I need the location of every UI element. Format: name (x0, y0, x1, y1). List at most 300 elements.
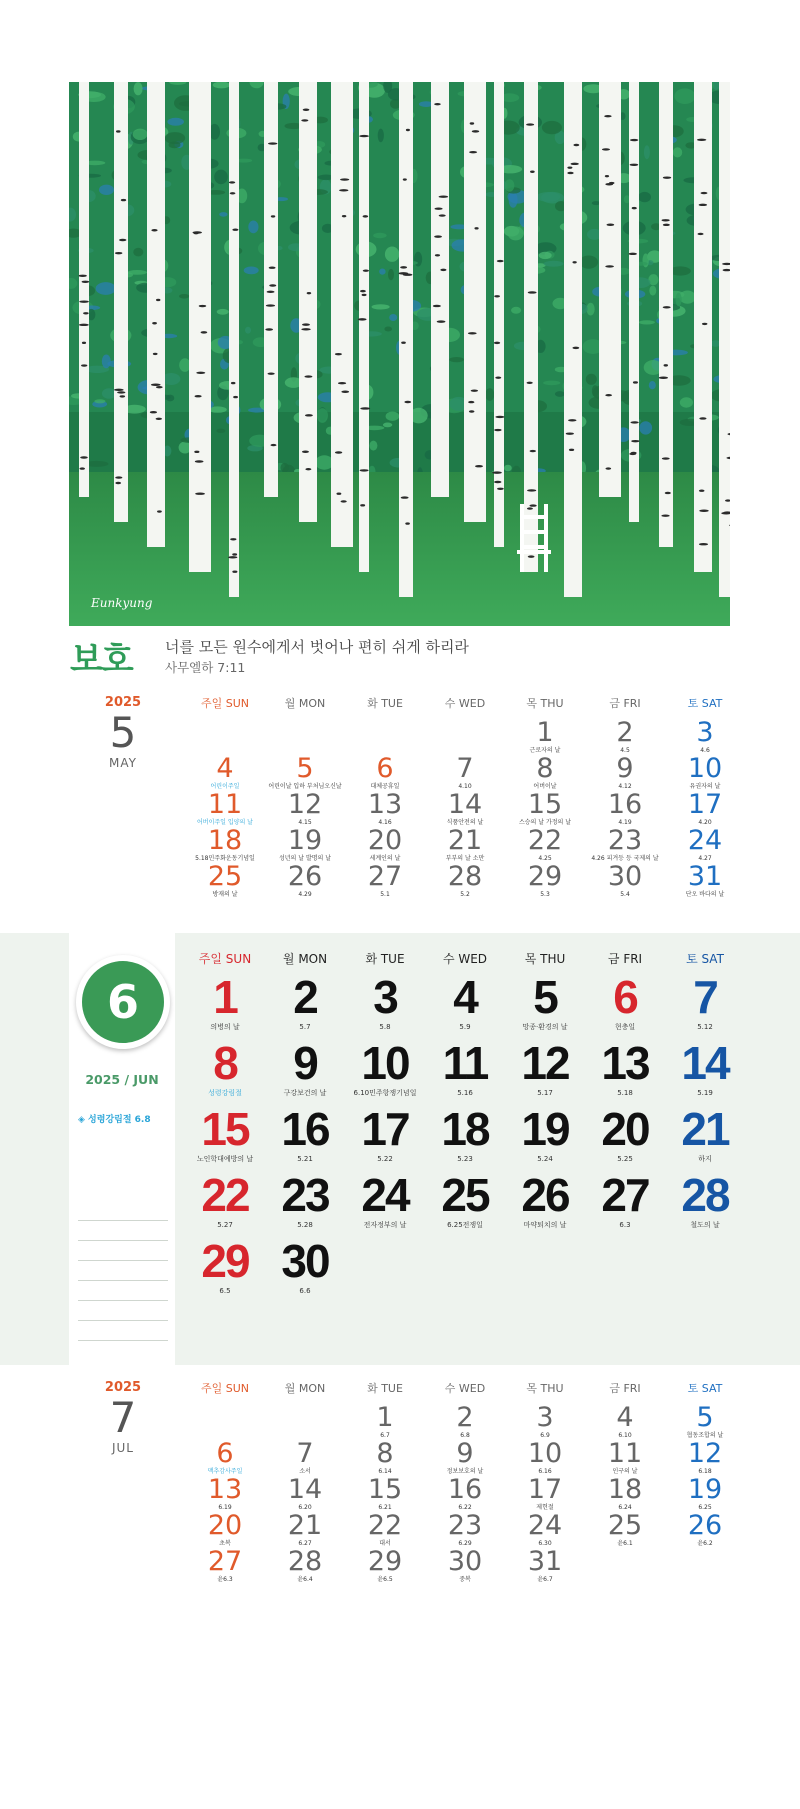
day-number: 8 (213, 1037, 237, 1089)
birch-trunk (399, 82, 413, 597)
day-cell (665, 1170, 745, 1230)
day-note: 5.18 (617, 1089, 633, 1097)
day-number: 22 (527, 825, 563, 856)
day-cell (345, 863, 425, 899)
day-note: 대서 (379, 1540, 391, 1547)
day-number: 2 (293, 971, 317, 1023)
day-number: 8 (536, 753, 554, 784)
birch-trunk (599, 82, 621, 497)
day-number: 4 (616, 1402, 634, 1433)
day-note: 윤6.2 (697, 1540, 713, 1547)
birch-trunk (114, 82, 128, 522)
birch-trunk (79, 82, 89, 497)
day-note: 부부의 날 소만 (445, 855, 485, 862)
day-cell (345, 1170, 425, 1230)
day-cell (265, 1038, 345, 1098)
day-note: 5.4 (620, 891, 630, 898)
memo-line (78, 1240, 168, 1241)
day-number: 13 (601, 1037, 649, 1089)
day-cell (585, 972, 665, 1032)
day-cell (665, 1512, 745, 1548)
day-number: 28 (681, 1169, 729, 1221)
day-number: 13 (207, 1474, 243, 1505)
may-calendar (0, 695, 800, 925)
weekday-label: 화 TUE (365, 952, 405, 966)
day-note: 6.21 (378, 1504, 392, 1511)
birch-trunk (331, 82, 353, 547)
july-header (88, 1380, 158, 1455)
weekday-label: 금 FRI (607, 952, 643, 966)
day-cell (425, 1548, 505, 1584)
day-number: 23 (447, 1510, 483, 1541)
day-cell (265, 1440, 345, 1476)
day-number: 7 (456, 753, 474, 784)
day-note: 스승의 날 가정의 날 (518, 819, 572, 826)
day-number: 19 (521, 1103, 569, 1155)
weekday-label: 주일 SUN (198, 952, 252, 966)
day-number: 29 (367, 1546, 403, 1577)
day-note: 의병의 날 (210, 1023, 240, 1031)
may-year: 2025 (104, 695, 142, 710)
day-cell (265, 972, 345, 1032)
day-note: 5.24 (537, 1155, 553, 1163)
day-cell (185, 1104, 265, 1164)
day-note: 4.12 (618, 783, 632, 790)
memo-line (78, 1280, 168, 1281)
day-number: 18 (607, 1474, 643, 1505)
day-number: 27 (207, 1546, 243, 1577)
day-cell (665, 1476, 745, 1512)
day-cell (425, 827, 505, 863)
day-number: 14 (447, 789, 483, 820)
day-note: 4.29 (298, 891, 312, 898)
july-year: 2025 (104, 1380, 142, 1395)
weekday-label: 수 WED (444, 697, 486, 710)
memo-line (78, 1300, 168, 1301)
day-number: 26 (287, 861, 323, 892)
day-note: 5.27 (217, 1221, 233, 1229)
may-number: 5 (109, 708, 137, 757)
day-cell (185, 1170, 265, 1230)
day-cell (185, 1476, 265, 1512)
day-cell (265, 827, 345, 863)
day-note: 마약퇴치의 날 (523, 1221, 567, 1229)
artist-signature: Eunkyung (91, 596, 153, 610)
weekday-label: 목 THU (526, 1382, 564, 1395)
day-cell (585, 791, 665, 827)
day-number: 3 (536, 1402, 554, 1433)
day-number: 17 (527, 1474, 563, 1505)
day-note: 윤6.7 (537, 1576, 553, 1583)
day-note: 6.30 (538, 1540, 552, 1547)
birch-trunk (719, 82, 730, 597)
day-number: 24 (687, 825, 723, 856)
day-note: 유권자의 날 (689, 783, 721, 790)
day-cell (265, 863, 345, 899)
day-cell (425, 1440, 505, 1476)
day-note: 4.10 (458, 783, 472, 790)
day-cell (585, 863, 665, 899)
day-note: 5.3 (540, 891, 550, 898)
day-cell (345, 791, 425, 827)
day-cell (665, 1404, 745, 1440)
day-note: 5.28 (297, 1221, 313, 1229)
day-cell (425, 972, 505, 1032)
weekday-label: 주일 SUN (200, 697, 249, 710)
day-number: 22 (201, 1169, 249, 1221)
day-cell (185, 827, 265, 863)
day-number: 9 (616, 753, 634, 784)
birch-trunk (147, 82, 165, 547)
day-note: 전자정부의 날 (363, 1221, 407, 1229)
july-name: JUL (111, 1441, 134, 1455)
day-cell (665, 863, 745, 899)
day-cell (505, 791, 585, 827)
day-note: 5.1 (380, 891, 390, 898)
day-number: 5 (696, 1402, 714, 1433)
day-cell (505, 1440, 585, 1476)
day-number: 6 (376, 753, 394, 784)
day-cell (505, 1170, 585, 1230)
day-number: 6 (613, 971, 637, 1023)
day-cell (585, 1512, 665, 1548)
birch-trunk (359, 82, 369, 572)
day-number: 11 (442, 1037, 488, 1089)
day-cell (665, 827, 745, 863)
day-note: 6.10 (618, 1432, 632, 1439)
day-note: 윤6.1 (617, 1540, 633, 1547)
birch-forest-painting (69, 82, 730, 626)
day-cell (345, 1476, 425, 1512)
day-note: 5.2 (460, 891, 470, 898)
day-cell (185, 791, 265, 827)
day-note: 6.20 (298, 1504, 312, 1511)
day-cell (185, 1512, 265, 1548)
day-number: 15 (527, 789, 563, 820)
day-cell (425, 1038, 505, 1098)
day-number: 26 (687, 1510, 723, 1541)
day-note: 6.5 (219, 1287, 231, 1295)
day-note: 6.6 (299, 1287, 311, 1295)
day-cell (665, 755, 745, 791)
day-note: 5.16 (457, 1089, 473, 1097)
day-cell (345, 972, 425, 1032)
day-cell (585, 1404, 665, 1440)
day-note: 6.10민주항쟁기념일 (353, 1089, 417, 1097)
day-number: 31 (527, 1546, 563, 1577)
day-note: 협동조합의 날 (686, 1432, 724, 1439)
day-cell (345, 1440, 425, 1476)
birch-trunk (431, 82, 449, 497)
day-number: 29 (201, 1235, 249, 1287)
day-note: 4.19 (618, 819, 632, 826)
day-note: 4.16 (378, 819, 392, 826)
day-number: 23 (607, 825, 643, 856)
day-note: 맥추감사주일 (207, 1468, 243, 1475)
weekday-label: 화 TUE (367, 1382, 403, 1395)
day-number: 18 (441, 1103, 489, 1155)
weekday-label: 토 SAT (687, 697, 723, 710)
day-number: 25 (207, 861, 243, 892)
day-number: 3 (373, 971, 397, 1023)
july-number: 7 (109, 1393, 137, 1442)
day-number: 15 (367, 1474, 403, 1505)
day-cell (345, 755, 425, 791)
day-cell (585, 1476, 665, 1512)
june-note: ◈ 성령강림절 6.8 (78, 1115, 151, 1125)
day-cell (665, 1038, 745, 1098)
day-number: 3 (696, 717, 714, 748)
day-number: 19 (687, 1474, 723, 1505)
memo-line (78, 1220, 168, 1221)
birch-trunk (629, 82, 639, 522)
day-note: 6.18 (698, 1468, 712, 1475)
day-number: 25 (607, 1510, 643, 1541)
day-number: 27 (601, 1169, 649, 1221)
day-number: 31 (687, 861, 723, 892)
day-cell (185, 972, 265, 1032)
day-cell (505, 719, 585, 755)
day-cell (345, 1548, 425, 1584)
day-cell (585, 1440, 665, 1476)
day-note: 6.25전쟁일 (447, 1221, 483, 1229)
day-number: 23 (281, 1169, 329, 1221)
day-cell (505, 755, 585, 791)
weekday-label: 월 MON (284, 1382, 326, 1395)
day-cell (585, 827, 665, 863)
day-cell (505, 1548, 585, 1584)
day-cell (505, 1476, 585, 1512)
day-cell (585, 755, 665, 791)
day-cell (265, 1170, 345, 1230)
day-cell (265, 755, 345, 791)
day-number: 20 (601, 1103, 649, 1155)
day-note: 6.24 (618, 1504, 632, 1511)
day-number: 5 (296, 753, 314, 784)
day-cell (665, 1440, 745, 1476)
day-number: 20 (367, 825, 403, 856)
day-note: 근로자의 날 (529, 747, 561, 754)
day-cell (665, 972, 745, 1032)
day-note: 6.3 (619, 1221, 631, 1229)
day-note: 4.20 (698, 819, 712, 826)
day-cell (345, 1038, 425, 1098)
day-number: 21 (287, 1510, 323, 1541)
day-note: 노인학대예방의 날 (196, 1155, 254, 1163)
day-cell (425, 1170, 505, 1230)
day-number: 15 (201, 1103, 249, 1155)
weekday-label: 목 THU (526, 697, 564, 710)
day-note: 방재의 날 (212, 891, 238, 898)
birch-forest-illustration (69, 82, 730, 626)
day-note: 소서 (299, 1468, 311, 1475)
day-number: 1 (376, 1402, 394, 1433)
day-cell (505, 1038, 585, 1098)
weekday-label: 토 SAT (687, 1382, 723, 1395)
day-number: 7 (693, 971, 717, 1023)
day-note: 중복 (459, 1576, 471, 1583)
day-number: 10 (527, 1438, 563, 1469)
day-note: 5.18민주화운동기념일 (195, 855, 255, 862)
day-note: 세계인의 날 (369, 855, 401, 862)
day-note: 5.25 (617, 1155, 633, 1163)
day-note: 5.17 (537, 1089, 553, 1097)
day-cell (585, 1038, 665, 1098)
day-number: 16 (607, 789, 643, 820)
day-note: 윤6.5 (377, 1576, 393, 1583)
day-number: 26 (521, 1169, 569, 1221)
day-cell (265, 1236, 345, 1296)
day-number: 17 (687, 789, 723, 820)
weekday-label: 금 FRI (609, 1382, 641, 1395)
day-number: 29 (527, 861, 563, 892)
day-note: 4.27 (698, 855, 712, 862)
day-note: 어버이주일 입양의 날 (197, 819, 253, 826)
birch-trunk (524, 82, 538, 572)
day-note: 4.5 (620, 747, 630, 754)
day-note: 제헌절 (536, 1504, 554, 1511)
day-number: 11 (607, 1438, 643, 1469)
birch-trunk (299, 82, 317, 522)
day-number: 14 (681, 1037, 729, 1089)
june-month-badge: 6 (76, 955, 170, 1049)
weekday-label: 금 FRI (609, 697, 641, 710)
weekday-label: 월 MON (284, 697, 326, 710)
day-cell (345, 1104, 425, 1164)
day-cell (265, 1104, 345, 1164)
day-cell (265, 791, 345, 827)
day-number: 25 (441, 1169, 489, 1221)
day-note: 하지 (698, 1155, 712, 1163)
day-number: 19 (287, 825, 323, 856)
day-note: 6.9 (540, 1432, 550, 1439)
day-number: 10 (361, 1037, 409, 1089)
day-cell (665, 1104, 745, 1164)
memo-line (78, 1320, 168, 1321)
day-number: 22 (367, 1510, 403, 1541)
day-number: 28 (447, 861, 483, 892)
day-number: 4 (216, 753, 234, 784)
day-note: 6.16 (538, 1468, 552, 1475)
day-note: 정보보호의 날 (446, 1468, 484, 1475)
may-header (88, 695, 158, 770)
day-note: 5.23 (457, 1155, 473, 1163)
day-number: 30 (447, 1546, 483, 1577)
day-note: 윤6.4 (297, 1576, 313, 1583)
verse-text: 너를 모든 원수에게서 벗어나 편히 쉬게 하리라 (165, 638, 469, 656)
day-cell (505, 827, 585, 863)
day-number: 24 (361, 1169, 409, 1221)
day-cell (665, 791, 745, 827)
june-year-month: 2025 / JUN (85, 1072, 159, 1087)
verse-reference: 사무엘하 7:11 (165, 660, 246, 675)
weekday-label: 화 TUE (367, 697, 403, 710)
day-note: 인구의 날 (612, 1468, 638, 1475)
day-note: 5.21 (297, 1155, 313, 1163)
day-note: 6.22 (458, 1504, 472, 1511)
day-note: 철도의 날 (690, 1221, 720, 1229)
day-note: 5.22 (377, 1155, 393, 1163)
day-number: 17 (361, 1103, 409, 1155)
birch-trunk (659, 82, 673, 547)
birch-trunk (494, 82, 504, 547)
day-note: 5.9 (459, 1023, 471, 1031)
day-number: 6 (216, 1438, 234, 1469)
day-note: 초복 (219, 1540, 231, 1547)
day-cell (425, 791, 505, 827)
day-cell (345, 1404, 425, 1440)
day-note: 5.7 (299, 1023, 311, 1031)
day-number: 18 (207, 825, 243, 856)
day-cell (425, 1512, 505, 1548)
day-cell (505, 1104, 585, 1164)
day-number: 27 (367, 861, 403, 892)
day-number: 11 (207, 789, 243, 820)
day-note: 4.6 (700, 747, 710, 754)
day-number: 4 (453, 971, 477, 1023)
day-number: 12 (287, 789, 323, 820)
day-cell (265, 1512, 345, 1548)
day-number: 8 (376, 1438, 394, 1469)
weekday-label: 목 THU (524, 952, 566, 966)
weekday-label: 토 SAT (686, 952, 724, 966)
day-number: 14 (287, 1474, 323, 1505)
day-note: 어린이날 입하 부처님오신날 (268, 783, 342, 790)
day-cell (665, 719, 745, 755)
day-note: 6.14 (378, 1468, 392, 1475)
weekday-label: 월 MON (282, 952, 328, 966)
weekday-label: 수 WED (442, 952, 488, 966)
birch-trunk (564, 82, 582, 597)
day-cell (505, 972, 585, 1032)
day-number: 24 (527, 1510, 563, 1541)
day-note: 단오 바다의 날 (685, 891, 725, 898)
day-cell (185, 863, 265, 899)
day-number: 16 (281, 1103, 329, 1155)
day-cell (585, 719, 665, 755)
day-note: 4.26 피겨등 등 국제의 날 (591, 855, 659, 862)
day-cell (505, 1404, 585, 1440)
day-note: 현충일 (614, 1023, 636, 1031)
day-cell (425, 863, 505, 899)
day-note: 성령강림절 (208, 1089, 242, 1097)
weekday-label: 수 WED (444, 1382, 486, 1395)
day-number: 1 (213, 971, 237, 1023)
day-number: 7 (296, 1438, 314, 1469)
birch-trunk (694, 82, 712, 572)
day-note: 5.12 (697, 1023, 713, 1031)
day-note: 성년의 날 발명의 날 (278, 855, 332, 862)
day-cell (185, 755, 265, 791)
day-number: 9 (456, 1438, 474, 1469)
day-note: 어린이주일 (210, 783, 240, 790)
day-number: 2 (616, 717, 634, 748)
day-note: 망종·환경의 날 (522, 1023, 568, 1031)
day-cell (585, 1170, 665, 1230)
day-number: 12 (521, 1037, 569, 1089)
july-calendar (0, 1380, 800, 1620)
day-note: 구강보건의 날 (283, 1089, 327, 1097)
day-number: 12 (687, 1438, 723, 1469)
day-note: 6.19 (218, 1504, 232, 1511)
day-number: 5 (533, 971, 557, 1023)
day-note: 6.25 (698, 1504, 712, 1511)
day-note: 4.15 (298, 819, 312, 826)
day-cell (425, 1104, 505, 1164)
day-cell (265, 1548, 345, 1584)
day-cell (585, 1104, 665, 1164)
day-note: 6.8 (460, 1432, 470, 1439)
